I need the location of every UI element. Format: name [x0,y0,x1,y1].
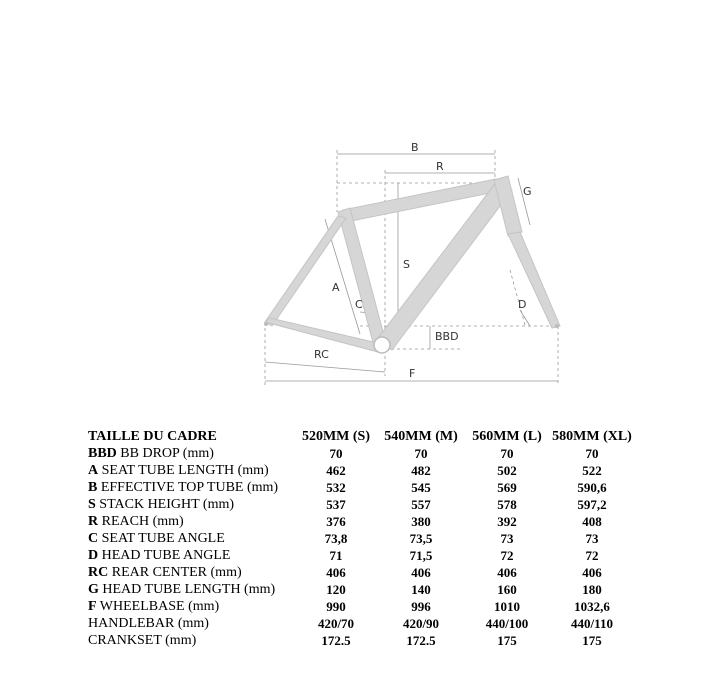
table-row [88,513,636,530]
row-code: S [88,497,96,512]
table-row [88,462,636,479]
label-g: G [523,185,532,198]
row-label [88,530,296,547]
cell-value: 175 [582,633,602,648]
cell-value: 537 [326,497,346,512]
cell-value: 72 [585,548,599,563]
table-row [88,547,636,564]
label-b: B [411,141,419,154]
cell-value: 70 [329,446,343,461]
row-label [88,496,296,513]
label-r: R [436,160,444,173]
cell-value: 71 [329,548,343,563]
cell-value: 420/70 [317,616,355,631]
row-name: HEAD TUBE ANGLE [98,548,231,563]
cell-value: 502 [497,463,517,478]
header-size-l: 560MM (L) [472,429,542,444]
cell-value: 557 [411,497,431,512]
cell-value: 545 [411,480,431,495]
cell-value: 175 [497,633,517,648]
row-code: A [88,463,99,478]
row-label [88,581,296,598]
table-row [88,496,636,513]
row-name: STACK HEIGHT (mm) [95,497,235,512]
rear-axle [264,322,268,326]
cell-value: 71,5 [409,548,433,563]
cell-value: 392 [497,514,517,529]
row-name: WHEELBASE (mm) [96,599,220,614]
label-bbd: BBD [435,330,459,343]
row-label [88,445,296,462]
label-a: A [332,281,340,294]
cell-value: 73,8 [324,531,348,546]
row-label [88,615,296,632]
table-row [88,615,636,632]
row-code: BBD [88,446,117,461]
cell-value: 990 [326,599,346,614]
row-code: C [88,531,99,546]
header-size-s: 520MM (S) [301,429,371,444]
table-row [88,598,636,615]
cell-value: 73,5 [409,531,433,546]
frame [265,176,560,352]
cell-value: 120 [326,582,346,597]
row-code: G [88,582,99,597]
table-row [88,445,636,462]
row-label [88,632,296,649]
row-code: D [88,548,99,563]
cell-value: 597,2 [577,497,607,512]
geometry-table [88,428,636,649]
cell-value: 70 [585,446,599,461]
cell-value: 406 [326,565,346,580]
cell-value: 140 [411,582,431,597]
table-row [88,564,636,581]
row-label [88,564,296,581]
header-size-xl: 580MM (XL) [552,429,632,444]
cell-value: 440/110 [571,616,613,631]
cell-value: 406 [497,565,517,580]
cell-value: 1032,6 [574,599,610,614]
cell-value: 996 [411,599,431,614]
cell-value: 440/100 [485,616,529,631]
seat-stay [265,216,346,326]
cell-value: 1010 [494,599,520,614]
fork [508,232,560,328]
label-s: S [403,258,410,271]
label-d: D [518,298,527,311]
cell-value: 406 [411,565,431,580]
cell-value: 180 [582,582,602,597]
cell-value: 590,6 [577,480,607,495]
cell-value: 70 [414,446,428,461]
cell-value: 172.5 [406,633,436,648]
chain-stay [265,318,382,352]
row-label [88,479,296,496]
cell-value: 73 [500,531,514,546]
cell-value: 406 [582,565,602,580]
row-name: CRANKSET (mm) [88,633,197,648]
cell-value: 462 [326,463,346,478]
cell-value: 522 [582,463,602,478]
row-label [88,462,296,479]
row-name: EFFECTIVE TOP TUBE (mm) [97,480,279,495]
table-row [88,632,636,649]
cell-value: 172.5 [321,633,351,648]
row-code: RC [88,565,109,580]
cell-value: 72 [500,548,514,563]
row-code: F [88,599,97,614]
table-row [88,581,636,598]
dim-line-rc [265,362,385,372]
row-name: HEAD TUBE LENGTH (mm) [98,582,276,597]
row-label [88,598,296,615]
cell-value: 569 [497,480,517,495]
row-name: BB DROP (mm) [116,446,214,461]
cell-value: 70 [500,446,514,461]
bottom-bracket [374,337,390,353]
cell-value: 420/90 [402,616,440,631]
label-rc: RC [314,348,329,361]
header-label: TAILLE DU CADRE [88,429,217,444]
row-name: REAR CENTER (mm) [108,565,242,580]
cell-value: 376 [326,514,346,529]
cell-value: 408 [582,514,602,529]
cell-value: 482 [411,463,431,478]
front-axle [555,324,559,328]
row-label [88,513,296,530]
table-header-row [88,428,636,445]
cell-value: 578 [497,497,517,512]
row-name: HANDLEBAR (mm) [88,616,209,631]
table-row [88,479,636,496]
cell-value: 160 [497,582,517,597]
row-name: SEAT TUBE ANGLE [98,531,225,546]
table-row [88,530,636,547]
cell-value: 380 [411,514,431,529]
header-size-m: 540MM (M) [384,429,458,444]
row-name: SEAT TUBE LENGTH (mm) [98,463,269,478]
label-c: C [355,298,363,311]
row-code: R [88,514,99,529]
row-label [88,547,296,564]
seat-tube [338,208,386,346]
cell-value: 73 [585,531,599,546]
row-name: REACH (mm) [98,514,184,529]
row-code: B [88,480,98,495]
cell-value: 532 [326,480,346,495]
label-f: F [409,367,416,380]
